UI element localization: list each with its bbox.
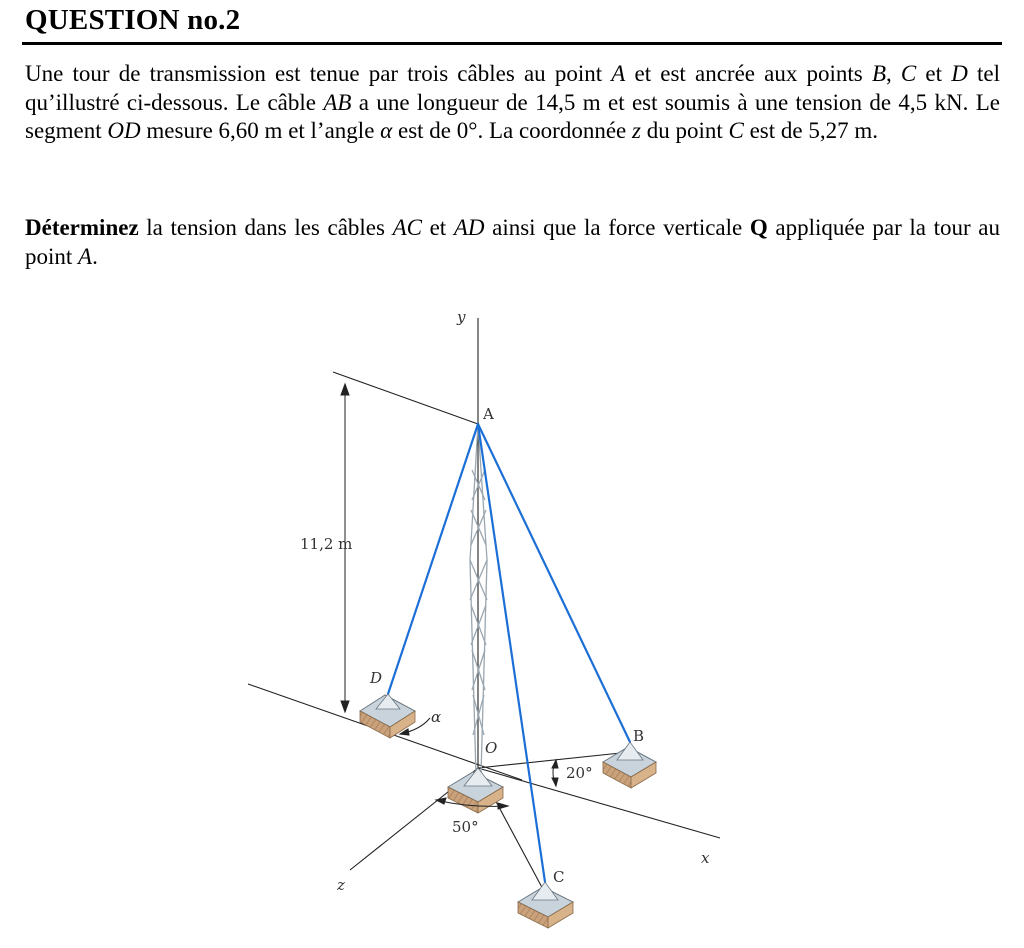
label-o: O — [485, 739, 498, 757]
label-angle-20: 20° — [566, 764, 593, 782]
label-height: 11,2 m — [300, 535, 353, 553]
label-alpha: α — [431, 708, 442, 726]
problem-statement: Une tour de transmission est tenue par trois câbles au point A et est ancrée aux points B, C et D tel qu’illustré ci-dessous. Le câble AB a une longueur de 14,5 m et est soumis à une tension de 4,5 kN. Le segment OD mesure 6,60 m et l’angle α est de 0°. La coordonnée z du point C est de 5,27 m. — [25, 61, 1000, 143]
cable-ad — [388, 424, 478, 694]
problem-task: Déterminez la tension dans les câbles AC et AD ainsi que la force verticale Q appliquée par la tour au point A. — [25, 215, 1000, 269]
label-x: x — [701, 849, 710, 867]
top-reference-line — [333, 372, 478, 424]
label-b: B — [633, 727, 645, 745]
anchor-b — [603, 742, 656, 788]
label-y: y — [457, 308, 466, 326]
x-axis — [478, 768, 720, 838]
label-a: A — [483, 405, 494, 423]
label-c: C — [553, 868, 565, 886]
anchor-c — [518, 882, 573, 928]
label-d: D — [370, 669, 383, 687]
label-z: z — [337, 876, 345, 894]
question-heading: QUESTION no.2 — [25, 4, 241, 36]
label-angle-50: 50° — [452, 818, 479, 836]
